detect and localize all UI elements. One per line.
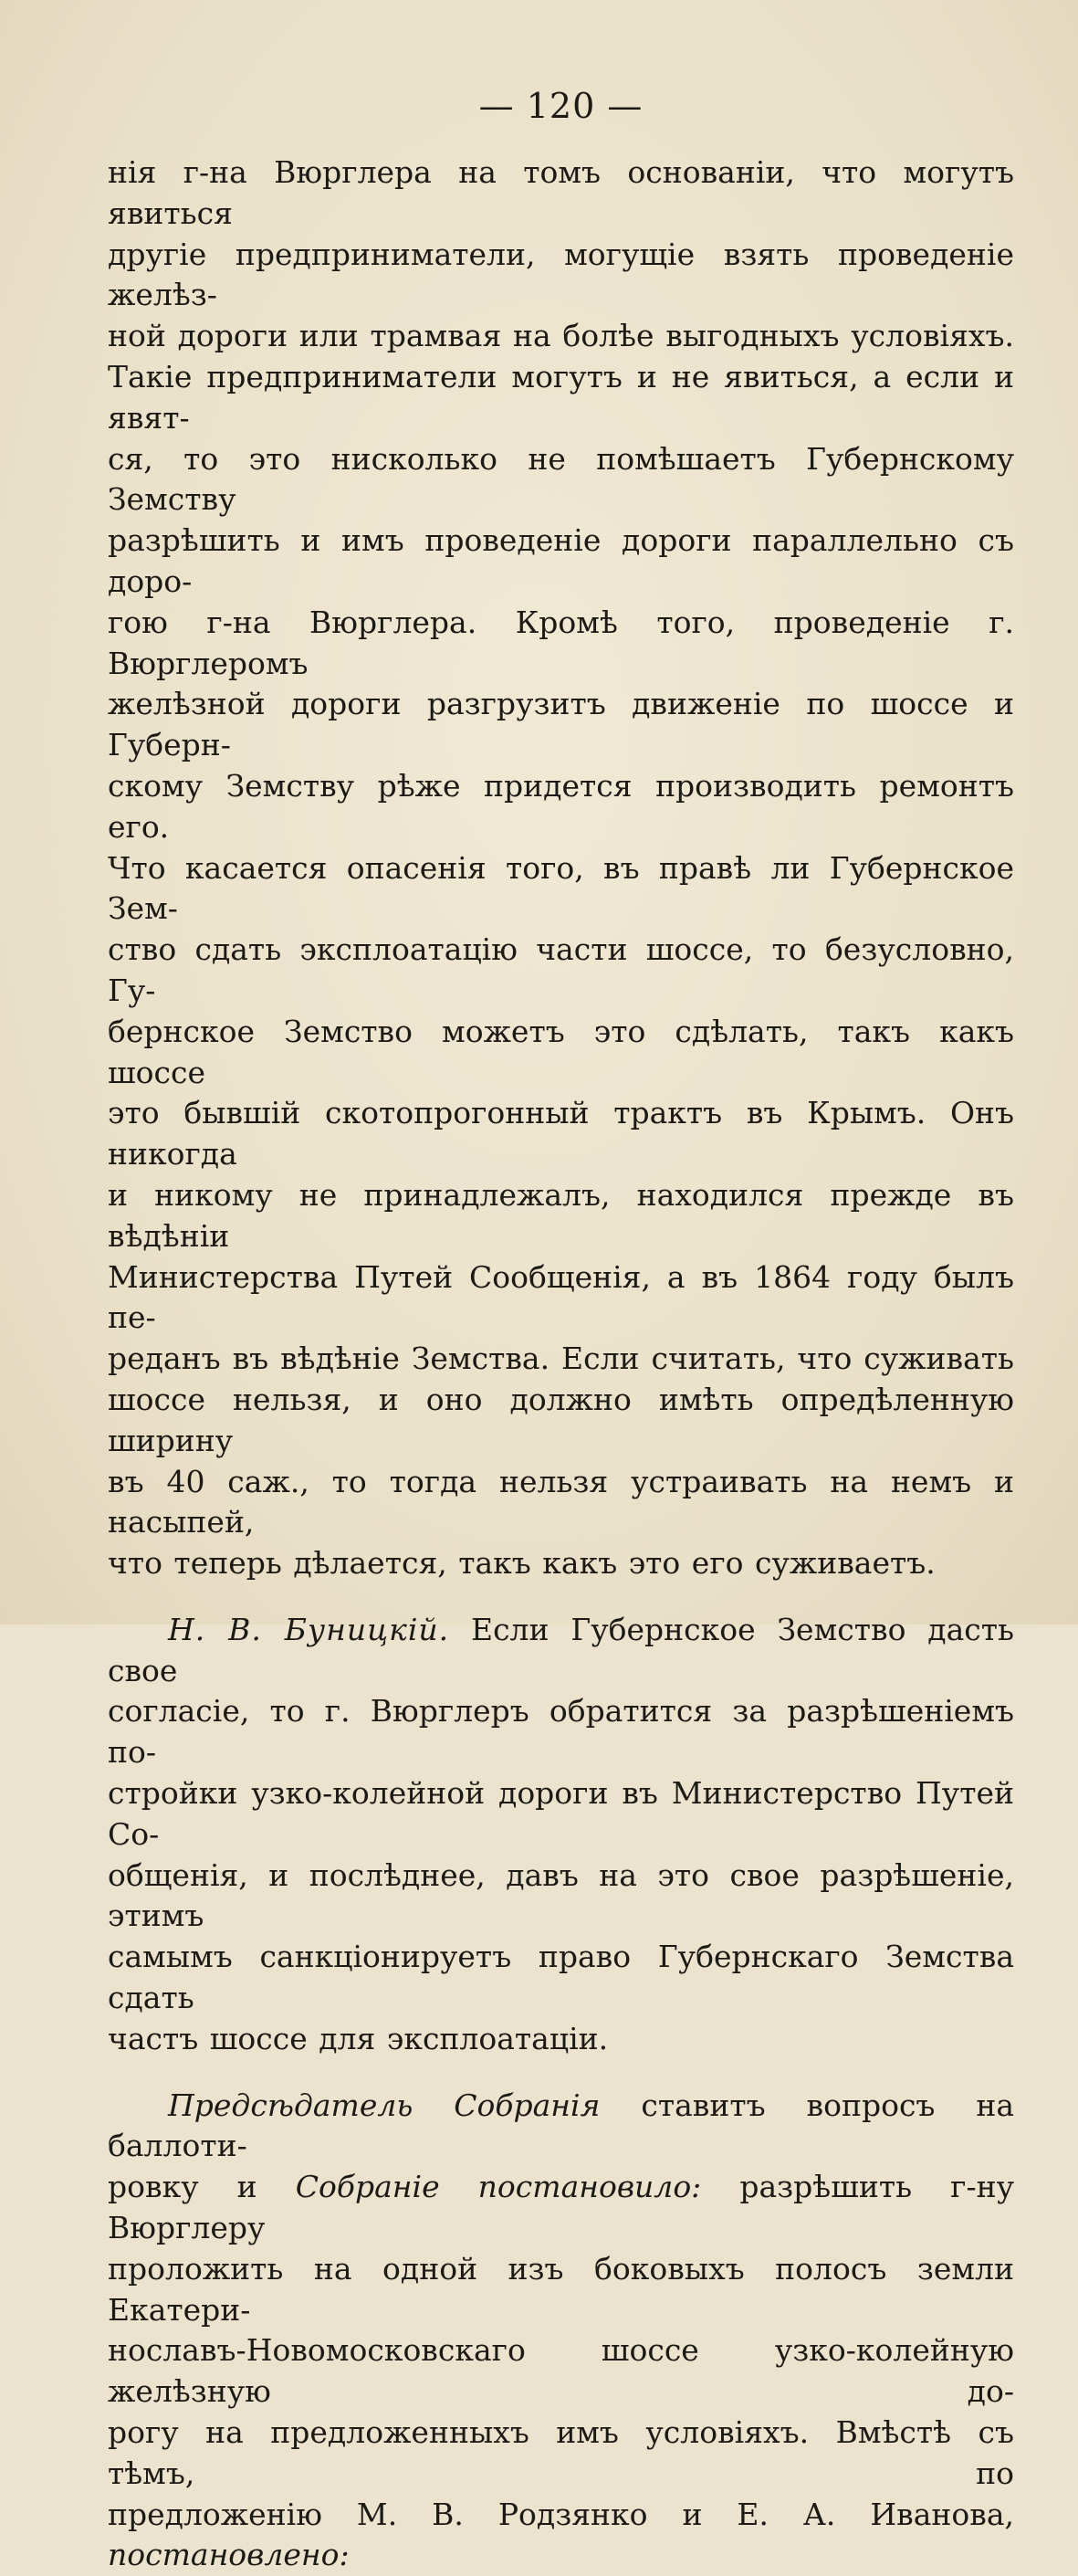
- text-line: шоссе нельзя, и оно должно имѣть опредѣленную ширину: [108, 1381, 1014, 1458]
- text-line: въ 40 саж., то тогда нельзя устраивать на немъ и насыпей,: [108, 1463, 1014, 1540]
- text-line: бернское Земство можетъ это сдѣлать, такъ какъ шоссе: [108, 1013, 1014, 1090]
- text-line: [108, 1610, 1014, 1692]
- paragraph-2: [108, 1610, 1014, 2060]
- resolution-word: постановлено:: [108, 2537, 350, 2573]
- text-line: ной дороги или трамвая на болѣе выгодныхъ условіяхъ.: [108, 318, 1014, 354]
- resolution-phrase: Собраніе постановило:: [295, 2169, 702, 2205]
- text-line: что теперь дѣлается, такъ какъ это его суживаетъ.: [108, 1545, 936, 1582]
- text-line: частъ шоссе для эксплоатаціи.: [108, 2020, 609, 2056]
- paragraph-1: [108, 152, 1014, 1584]
- paragraph-3: [108, 2086, 1014, 2576]
- text-line: Такіе предприниматели могутъ и не явиться, а если и явят-: [108, 358, 1014, 436]
- text-fragment: ставитъ вопросъ на баллоти-: [108, 2087, 1015, 2164]
- text-line: реданъ въ вѣдѣніе Земства. Если считать, что суживать: [108, 1341, 1014, 1377]
- text-line: Министерства Путей Сообщенія, а въ 1864 году былъ пе-: [108, 1258, 1014, 1336]
- text-line: ся, то это нисколько не помѣшаетъ Губернскому Земству: [108, 440, 1014, 518]
- text-line: Что касается опасенія того, въ правѣ ли Губернское Зем-: [108, 849, 1014, 927]
- text-fragment: Если Губернское Земство дасть свое: [108, 1611, 1014, 1688]
- text-line: нославъ-Новомосковскаго шоссе узко-колейную желѣзную до-: [108, 2332, 1014, 2410]
- text-line: общенія, и послѣднее, давъ на это свое разрѣшеніе, этимъ: [108, 1856, 1014, 1934]
- text-line: желѣзной дороги разгрузитъ движеніе по шоссе и Губерн-: [108, 686, 1014, 763]
- text-line: стройки узко-колейной дороги въ Министерство Путей Со-: [108, 1775, 1014, 1852]
- text-fragment: разрѣшить г-ну Вюрглеру: [108, 2169, 1015, 2246]
- page-number: — 120 —: [478, 86, 644, 126]
- text-line: [108, 2495, 1014, 2576]
- text-line: самымъ санкціонируетъ право Губернскаго Земства сдать: [108, 1939, 1014, 2016]
- text-line: [108, 2086, 1014, 2168]
- text-line: это бывшій скотопрогонный трактъ въ Крымъ. Онъ никогда: [108, 1095, 1014, 1172]
- text-fragment: предложенію М. В. Родзянко и Е. А. Иванова,: [108, 2496, 1014, 2532]
- text-line: ство сдать эксплоатацію части шоссе, то безусловно, Гу-: [108, 931, 1014, 1008]
- text-line: гою г-на Вюрглера. Кромѣ того, проведеніе г. Вюрглеромъ: [108, 604, 1014, 681]
- chair-title: Предсѣдатель Собранія: [168, 2087, 601, 2123]
- text-line: рогу на предложенныхъ имъ условіяхъ. Вмѣстѣ съ тѣмъ, по: [108, 2414, 1014, 2491]
- text-line: нія г-на Вюрглера на томъ основаніи, что могутъ явиться: [108, 154, 1014, 231]
- text-line: разрѣшить и имъ проведеніе дороги параллельно съ доро-: [108, 522, 1014, 599]
- text-line: и никому не принадлежалъ, находился прежде въ вѣдѣніи: [108, 1176, 1014, 1254]
- text-line: другіе предприниматели, могущіе взять проведеніе желѣз-: [108, 236, 1014, 313]
- text-line: проложить на одной изъ боковыхъ полосъ земли Екатери-: [108, 2250, 1014, 2328]
- text-fragment: ровку и: [108, 2169, 257, 2205]
- speaker-name: Н. В. Буницкій.: [168, 1611, 450, 1647]
- text-line: [108, 2167, 1014, 2249]
- text-line: скому Земству рѣже придется производить ремонтъ его.: [108, 767, 1014, 845]
- text-line: согласіе, то г. Вюрглеръ обратится за разрѣшеніемъ по-: [108, 1693, 1014, 1771]
